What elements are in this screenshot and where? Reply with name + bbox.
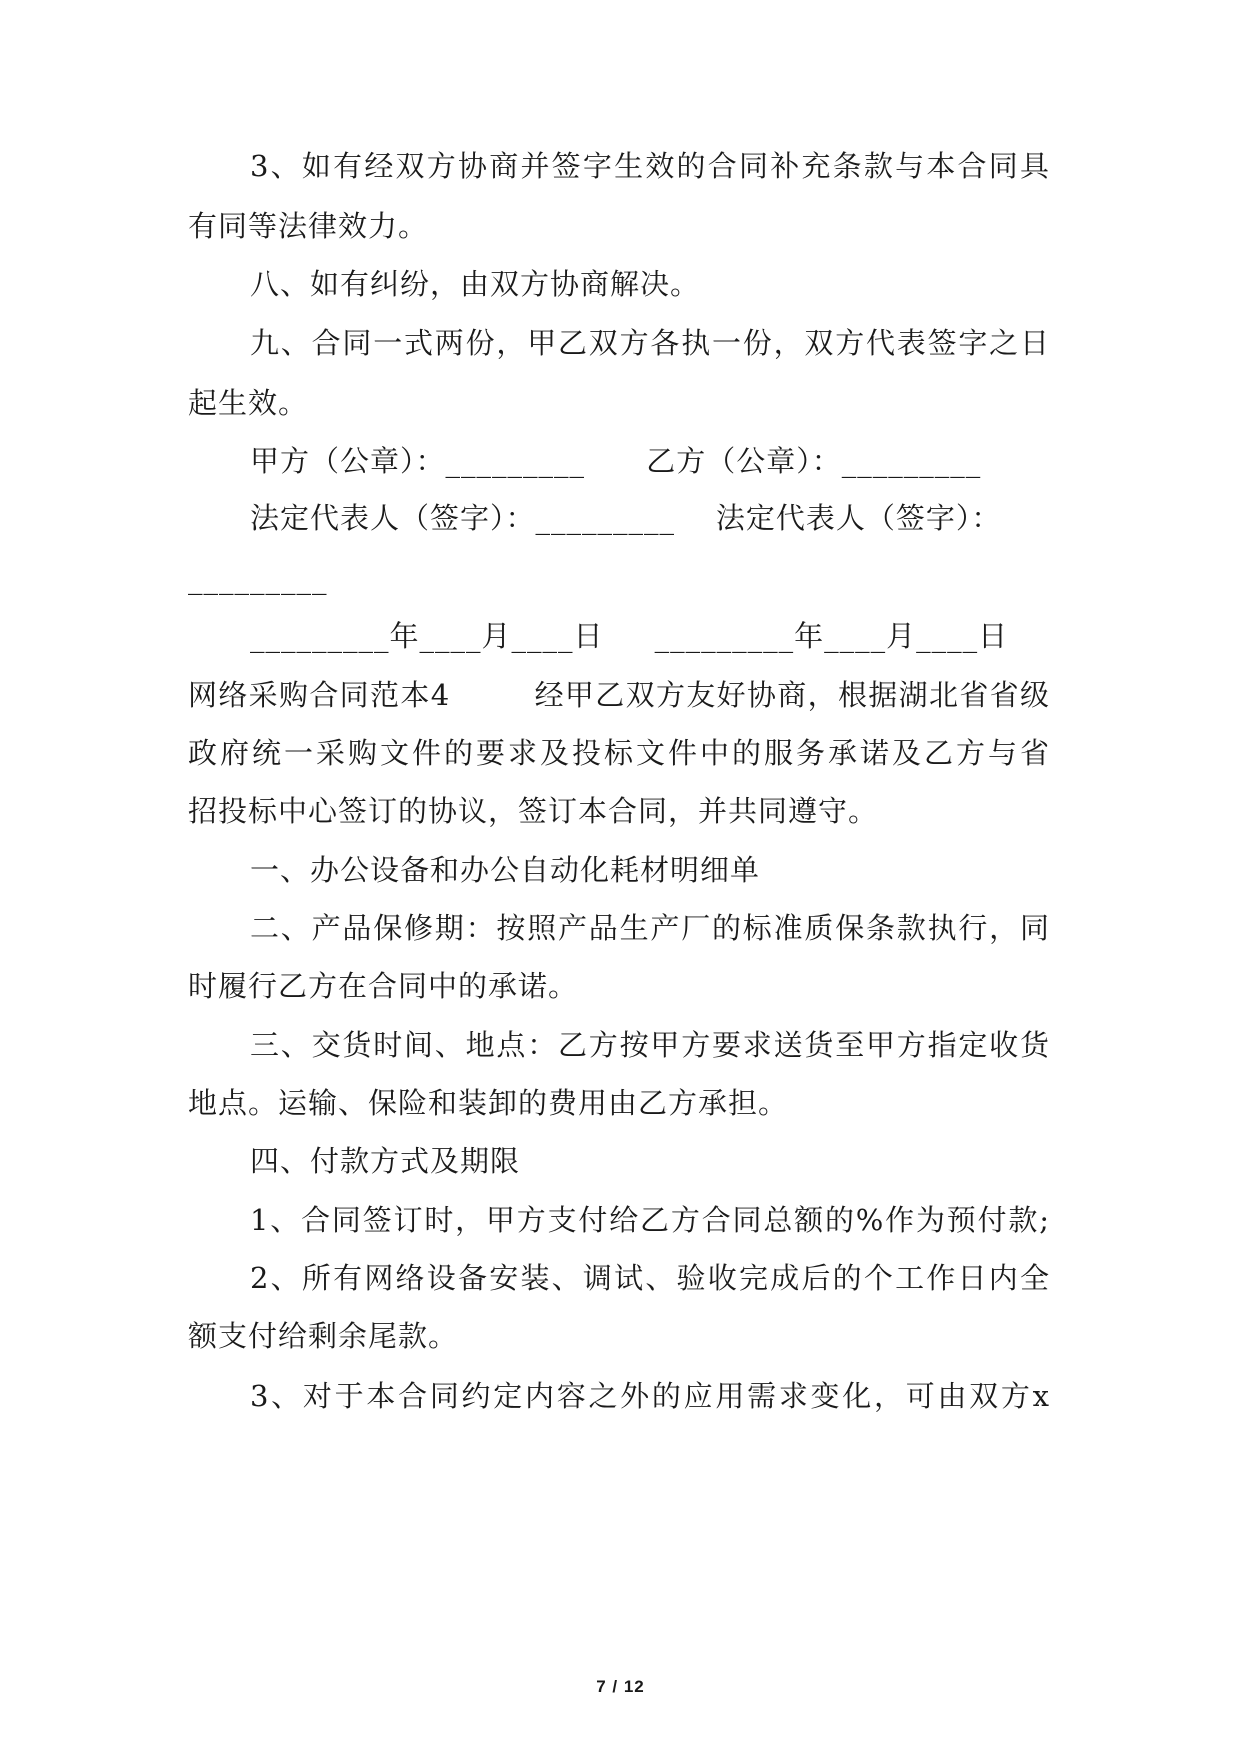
paragraph-line: 网络采购合同范本4 经甲乙双方友好协商，根据湖北省省级 xyxy=(188,678,1050,712)
paragraph-line: 有同等法律效力。 xyxy=(188,209,429,243)
paragraph-line: 3、对于本合同约定内容之外的应用需求变化，可由双方x xyxy=(250,1379,1050,1413)
paragraph-line: 额支付给剩余尾款。 xyxy=(188,1319,459,1353)
paragraph-line: 3、如有经双方协商并签字生效的合同补充条款与本合同具 xyxy=(250,149,1050,183)
signature-line-representative: 法定代表人（签字）：_________ 法定代表人（签字）： xyxy=(250,501,1002,535)
paragraph-line: 三、交货时间、地点：乙方按甲方要求送货至甲方指定收货 xyxy=(250,1028,1050,1062)
date-line: _________年____月____日 _________年____月____日 xyxy=(250,619,1009,653)
paragraph-line: 二、产品保修期：按照产品生产厂的标准质保条款执行，同 xyxy=(250,911,1050,945)
paragraph-line: 地点。运输、保险和装卸的费用由乙方承担。 xyxy=(188,1086,789,1120)
paragraph-line: 一、办公设备和办公自动化耗材明细单 xyxy=(250,853,761,887)
paragraph-line: 政府统一采购文件的要求及投标文件中的服务承诺及乙方与省 xyxy=(188,736,1050,770)
paragraph-line: 九、合同一式两份，甲乙双方各执一份，双方代表签字之日 xyxy=(250,326,1050,360)
paragraph-line: 1、合同签订时，甲方支付给乙方合同总额的%作为预付款; xyxy=(250,1203,1050,1237)
paragraph-line: 八、如有纠纷，由双方协商解决。 xyxy=(250,267,701,301)
paragraph-line: 招投标中心签订的协议，签订本合同，并共同遵守。 xyxy=(188,794,879,828)
signature-blank: _________ xyxy=(188,561,328,595)
paragraph-line: 时履行乙方在合同中的承诺。 xyxy=(188,969,579,1003)
paragraph-line: 2、所有网络设备安装、调试、验收完成后的个工作日内全 xyxy=(250,1261,1050,1295)
page-number: 7 / 12 xyxy=(596,1677,645,1696)
signature-line-seal: 甲方（公章）：_________ 乙方（公章）：_________ xyxy=(250,444,982,478)
paragraph-line: 起生效。 xyxy=(188,386,309,420)
paragraph-line: 四、付款方式及期限 xyxy=(250,1144,521,1178)
